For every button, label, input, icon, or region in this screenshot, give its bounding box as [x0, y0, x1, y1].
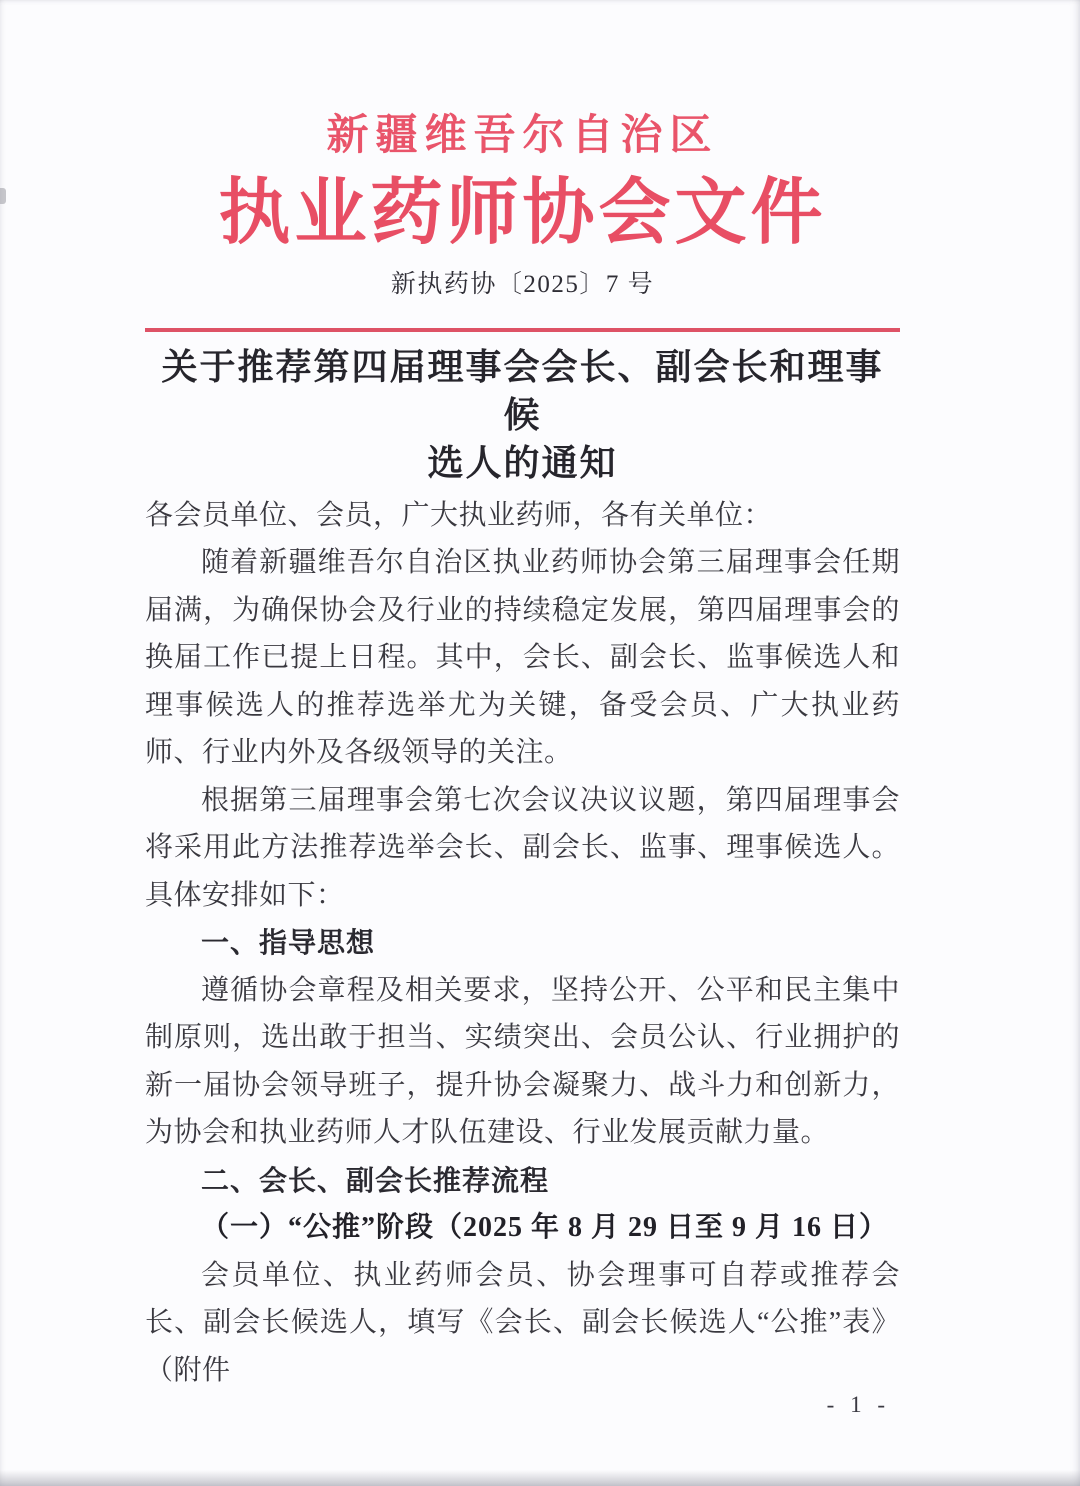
- document-title-line1: 关于推荐第四届理事会会长、副会长和理事候: [161, 346, 884, 435]
- section-heading-2: 二、会长、副会长推荐流程: [201, 1164, 550, 1196]
- document-title: [145, 343, 900, 487]
- paragraph-public-recommendation: 会员单位、执业药师会员、协会理事可自荐或推荐会长、副会长候选人，填写《会长、副会长候选人“公推”表》（附件: [145, 1259, 900, 1386]
- document-body: [145, 492, 900, 1395]
- salutation: 各会员单位、会员，广大执业药师，各有关单位：: [145, 499, 773, 531]
- document-number: 新执药协〔2025〕7 号: [390, 271, 655, 299]
- red-divider-line: [145, 328, 900, 332]
- page-number: - 1 -: [826, 1392, 890, 1417]
- paragraph-intro: 随着新疆维吾尔自治区执业药师协会第三届理事会任期届满，为确保协会及行业的持续稳定发展，第四届理事会的换届工作已提上日程。其中，会长、副会长、监事候选人和理事候选人的推荐选举尤为关键，备受会员、广大执业药师、行业内外及各级领导的关注。: [145, 547, 900, 769]
- org-name-line2: 执业药师协会文件: [218, 173, 827, 254]
- section-heading-1: 一、指导思想: [201, 927, 376, 959]
- scan-artifact: [0, 188, 6, 204]
- letterhead: [145, 112, 900, 302]
- paragraph-guiding-principles: 遵循协会章程及相关要求，坚持公开、公平和民主集中制原则，选出敢于担当、实绩突出、会员公认、行业拥护的新一届协会领导班子，提升协会凝聚力、战斗力和创新力，为协会和执业药师人才队伍建设、行业发展贡献力量。: [145, 974, 900, 1149]
- org-name-line1: 新疆维吾尔自治区: [326, 113, 719, 159]
- paragraph-basis: 根据第三届理事会第七次会议决议议题，第四届理事会将采用此方法推荐选举会长、副会长、监事、理事候选人。具体安排如下：: [145, 784, 900, 911]
- document-title-line2: 选人的通知: [427, 442, 618, 483]
- subsection-heading-public-recommendation-stage: （一）“公推”阶段（2025 年 8 月 29 日至 9 月 16 日）: [201, 1212, 889, 1244]
